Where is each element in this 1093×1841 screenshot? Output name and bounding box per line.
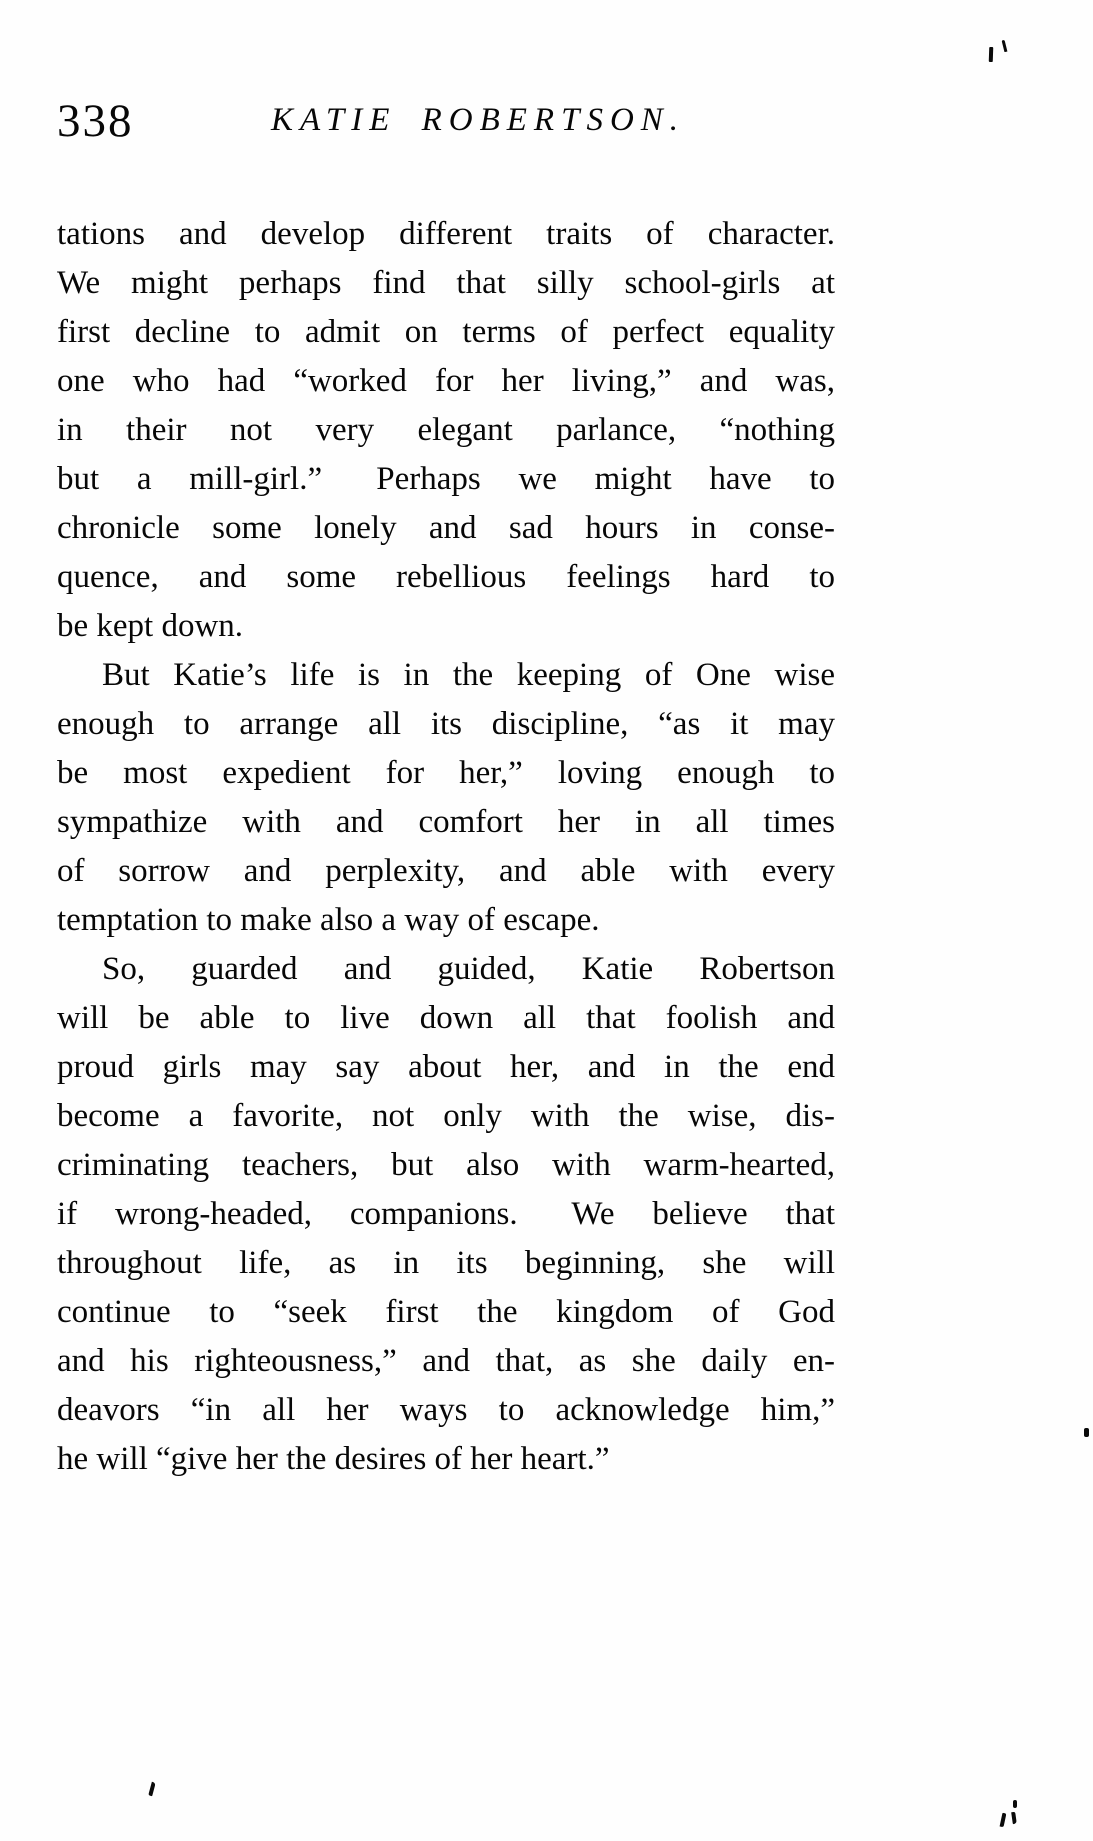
text-line: be kept down.: [57, 608, 244, 644]
text-line: But Katie’s life is in the keeping of One wise: [102, 657, 835, 693]
paragraph: [57, 945, 835, 1484]
page-body-text: [57, 210, 835, 1484]
text-line: if wrong-headed, companions. We believe that: [57, 1196, 835, 1232]
text-line: quence, and some rebellious feelings hard to: [57, 559, 835, 595]
paragraph: [57, 210, 835, 651]
text-line: So, guarded and guided, Katie Robertson: [102, 951, 835, 987]
text-line: tations and develop different traits of character.: [57, 216, 835, 252]
scan-speck: [1002, 40, 1008, 52]
scan-speck: [1011, 1812, 1017, 1824]
text-line: temptation to make also a way of escape.: [57, 902, 600, 938]
text-line: in their not very elegant parlance, “nothing: [57, 412, 835, 448]
text-line: first decline to admit on terms of perfect equality: [57, 314, 835, 350]
text-line: criminating teachers, but also with warm-hearted,: [57, 1147, 835, 1183]
text-line: be most expedient for her,” loving enough to: [57, 755, 835, 791]
text-line: he will “give her the desires of her heart.”: [57, 1441, 610, 1477]
text-line: of sorrow and perplexity, and able with every: [57, 853, 835, 889]
text-line: We might perhaps find that silly school-girls at: [57, 265, 835, 301]
paragraph: [57, 651, 835, 945]
text-line: continue to “seek first the kingdom of God: [57, 1294, 835, 1330]
scan-speck: [989, 47, 994, 62]
text-line: deavors “in all her ways to acknowledge him,”: [57, 1392, 835, 1428]
text-line: one who had “worked for her living,” and was,: [57, 363, 835, 399]
text-line: enough to arrange all its discipline, “as it may: [57, 706, 835, 742]
scan-speck: [1084, 1428, 1089, 1437]
text-line: sympathize with and comfort her in all times: [57, 804, 835, 840]
page-header: [57, 92, 835, 170]
text-line: proud girls may say about her, and in the end: [57, 1049, 835, 1085]
page-number: 338: [57, 95, 134, 147]
scan-speck: [1013, 1800, 1017, 1808]
text-line: throughout life, as in its beginning, she will: [57, 1245, 835, 1281]
scan-speck: [1000, 1813, 1007, 1828]
text-line: and his righteousness,” and that, as she daily en-: [57, 1343, 835, 1379]
scan-speck: [148, 1782, 155, 1797]
text-line: will be able to live down all that foolish and: [57, 1000, 835, 1036]
text-line: but a mill-girl.” Perhaps we might have to: [57, 461, 835, 497]
text-line: become a favorite, not only with the wise, dis-: [57, 1098, 835, 1134]
running-header-title: KATIE ROBERTSON.: [270, 102, 686, 138]
text-line: chronicle some lonely and sad hours in conse-: [57, 510, 835, 546]
